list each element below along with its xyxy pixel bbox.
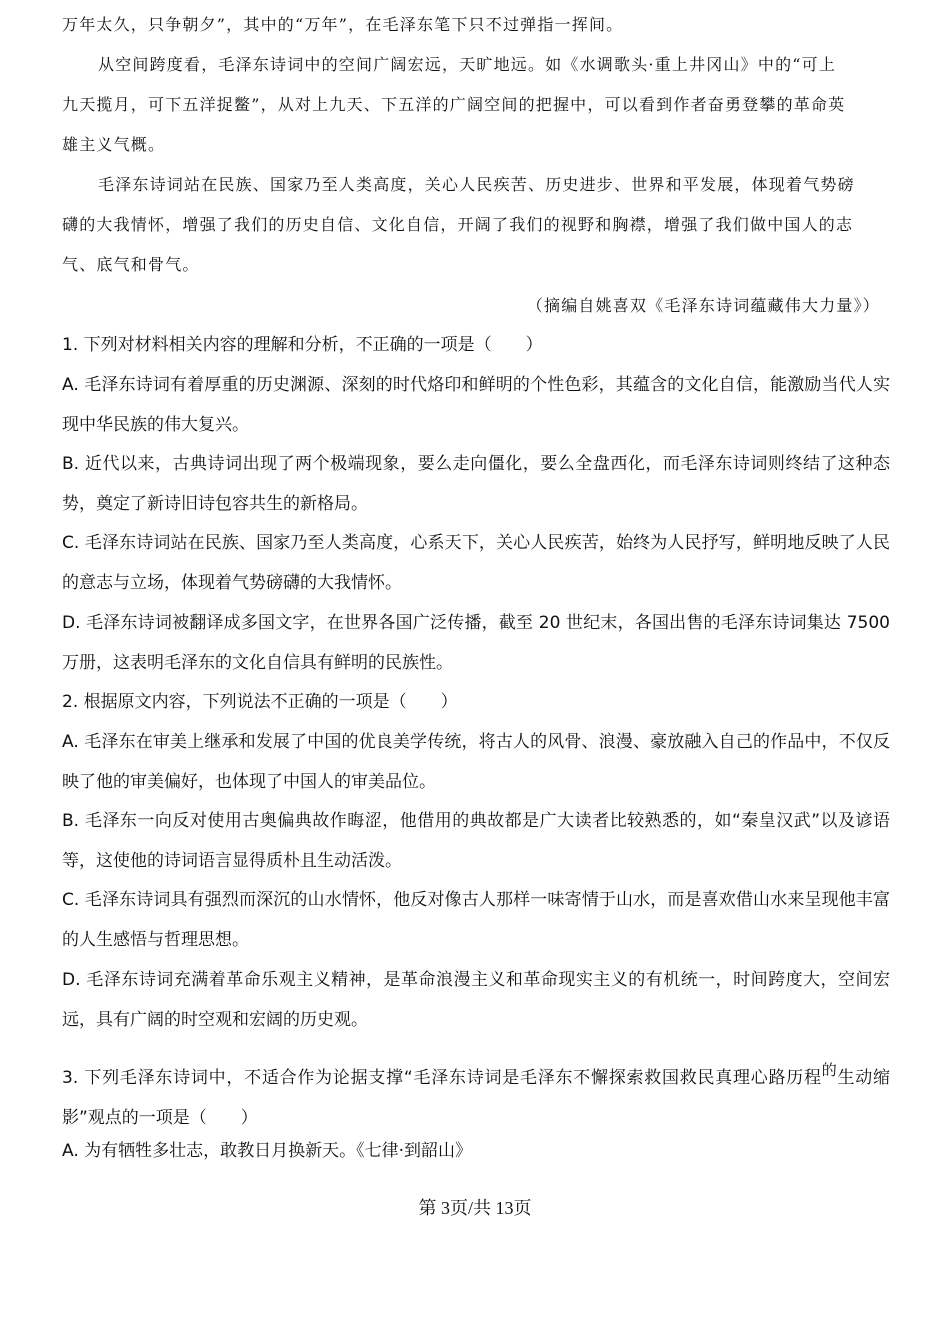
q1-option-b: B. 近代以来，古典诗词出现了两个极端现象，要么走向僵化，要么全盘西化，而毛泽东诗词则终结了这种态势，奠定了新诗旧诗包容共生的新格局。 <box>62 454 890 514</box>
q2-stem: 2. 根据原文内容，下列说法不正确的一项是（ ） <box>62 692 458 712</box>
q2-option-c: C. 毛泽东诗词具有强烈而深沉的山水情怀，他反对像古人那样一味寄情于山水，而是喜欢借山水来呈现他丰富的人生感悟与哲理思想。 <box>62 890 890 950</box>
passage-line-4: 雄主义气概。 <box>62 135 166 154</box>
passage-line-7: 气、底气和骨气。 <box>62 255 200 274</box>
q2-option-d: D. 毛泽东诗词充满着革命乐观主义精神，是革命浪漫主义和革命现实主义的有机统一，时间跨度大，空间宏远，具有广阔的时空观和宏阔的历史观。 <box>62 970 890 1030</box>
passage-source: （摘编自姚喜双《毛泽东诗词蕴藏伟大力量》） <box>526 296 880 315</box>
page-number: 第 3页/共 13页 <box>418 1198 532 1218</box>
q2-option-a: A. 毛泽东在审美上继承和发展了中国的优良美学传统，将古人的风骨、浪漫、豪放融入自己的作品中，不仅反映了他的审美偏好，也体现了中国人的审美品位。 <box>62 732 890 792</box>
q1-option-d: D. 毛泽东诗词被翻译成多国文字，在世界各国广泛传播，截至 20 世纪末，各国出售的毛泽东诗词集达 7500 万册，这表明毛泽东的文化自信具有鲜明的民族性。 <box>62 613 890 673</box>
q3-option-a: A. 为有牺牲多壮志，敢教日月换新天。《七律·到韶山》 <box>62 1141 473 1161</box>
q1-stem: 1. 下列对材料相关内容的理解和分析，不正确的一项是（ ） <box>62 335 543 355</box>
q3-stem-part1: 3. 下列毛泽东诗词中，不适合作为论据支撑“毛泽东诗词是毛泽东不懈探索救国救民真理心路历程 <box>62 1068 822 1088</box>
passage-line-1: 万年太久，只争朝夕”，其中的“万年”，在毛泽东笔下只不过弹指一挥间。 <box>62 15 624 34</box>
q3-stem-part2: 生动缩影”观点的一项是（ ） <box>62 1068 891 1128</box>
passage-line-6: 礴的大我情怀，增强了我们的历史自信、文化自信，开阔了我们的视野和胸襟，增强了我们做中国人的志 <box>62 215 854 234</box>
q1-option-c: C. 毛泽东诗词站在民族、国家乃至人类高度，心系天下，关心人民疾苦，始终为人民抒写，鲜明地反映了人民的意志与立场，体现着气势磅礴的大我情怀。 <box>62 533 890 593</box>
passage-line-2: 从空间跨度看，毛泽东诗词中的空间广阔宏远，天旷地远。如《水调歌头·重上井冈山》中的“可上 <box>98 55 837 74</box>
q2-option-b: B. 毛泽东一向反对使用古奥偏典故作晦涩，他借用的典故都是广大读者比较熟悉的，如“秦皇汉武”以及谚语等，这使他的诗词语言显得质朴且生动活泼。 <box>62 811 890 871</box>
passage-line-3: 九天揽月，可下五洋捉鳖”，从对上九天、下五洋的广阔空间的把握中，可以看到作者奋勇登攀的革命英 <box>62 95 846 114</box>
q1-option-a: A. 毛泽东诗词有着厚重的历史渊源、深刻的时代烙印和鲜明的个性色彩，其蕴含的文化自信，能激励当代人实现中华民族的伟大复兴。 <box>62 375 890 435</box>
passage-line-5: 毛泽东诗词站在民族、国家乃至人类高度，关心人民疾苦、历史进步、世界和平发展，体现着气势磅 <box>98 175 855 194</box>
q3-stem-superscript: 的 <box>821 1061 838 1079</box>
q3-stem <box>62 1050 890 1138</box>
